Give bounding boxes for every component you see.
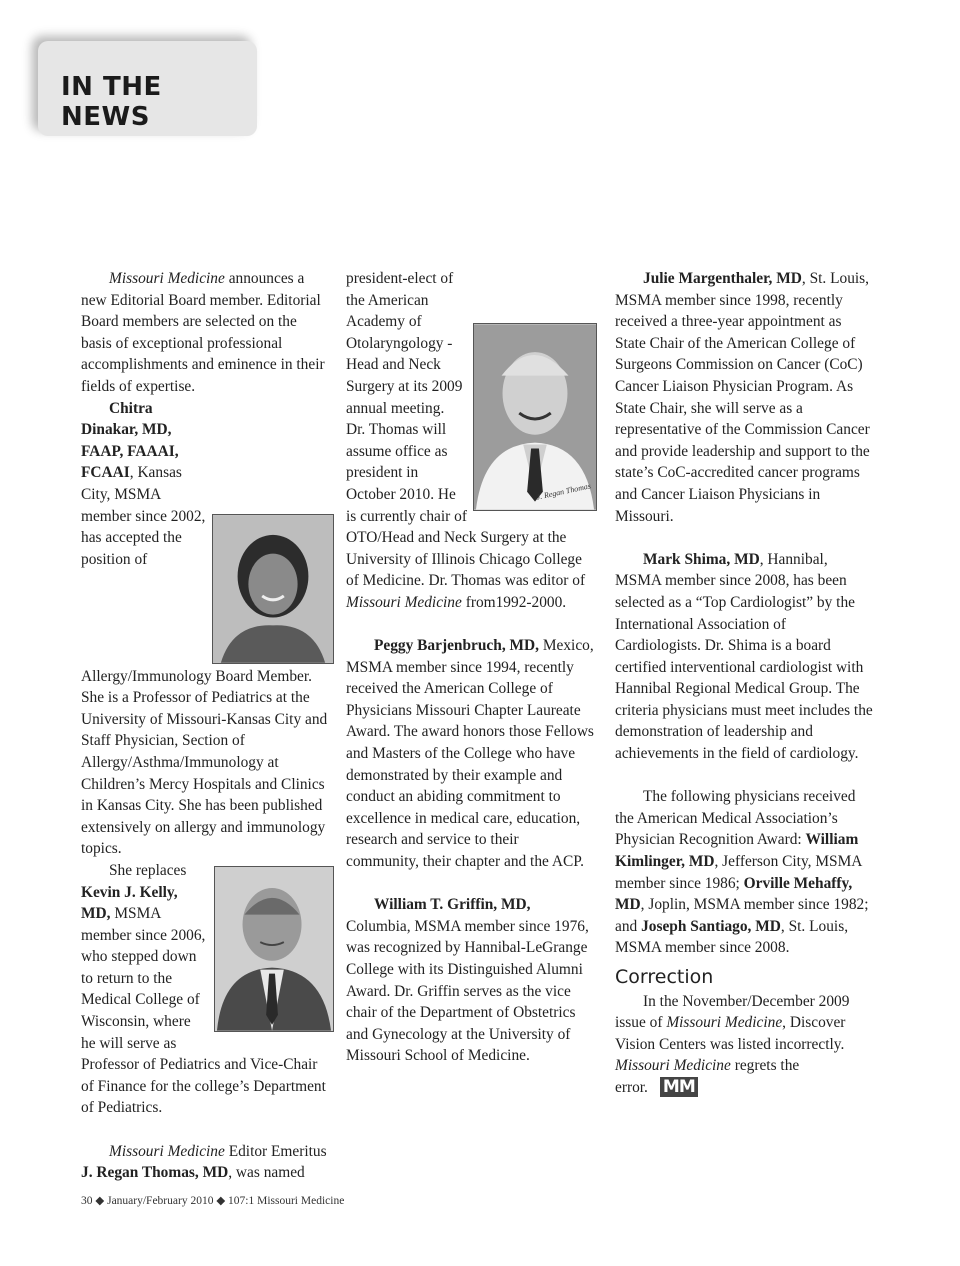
name-chitra-dinakar: Chitra Dinakar, MD, FAAP, FAAAI, FCAAI [81,399,179,482]
paragraph-text: president-elect of the American Academy of Otolaryngology - Head and Neck Surgery at its 2009 annual meeting. Dr. Thomas will assume office as president in October 2010. He is currently chair of OTO/Head and Neck Surgery at the University of Illinois Chicago College of Medicine. Dr. Thomas was editor of [346,270,586,590]
name-peggy-barjenbruch: Peggy Barjenbruch, MD, [374,637,539,655]
name-kevin-kelly: Kevin J. Kelly, MD, [81,883,178,923]
article-column-1 [81,268,331,1184]
paragraph-text: , St. Louis, MSMA member since 2008. [615,917,849,957]
paragraph-thomas-start [81,1141,331,1184]
photo-kevin-kelly [214,866,334,1032]
publication-name: Missouri Medicine [666,1014,783,1032]
photo-chitra-dinakar [212,514,334,664]
paragraph-text: In the November/December 2009 issue of [615,992,850,1032]
paragraph-text: She replaces [109,861,187,879]
name-william-kimlinger: William Kimlinger, MD [615,831,859,871]
paragraph-text: announces a new Editorial Board member. Editorial Board members are selected on the basis of exceptional professional accomplishments and eminence in their fields of expertise. [81,270,325,395]
paragraph-text: Columbia, MSMA member since 1976, was recognized by Hannibal-LeGrange College with its Distinguished Alumni Award. Dr. Griffin serves as the vice chair of the Department of Obstetrics and Gynecology at the University of Missouri School of Medicine. [346,917,589,1065]
publication-name: Missouri Medicine [109,1142,225,1160]
paragraph-text: Mexico, MSMA member since 1994, recently received the American College of Physicians Missouri Chapter Laureate Award. The award honors those Fellows and Masters of the College who have demonstrated by their example and conduct an abiding commitment to excellence in medical care, education, research and service to their community, their chapter and the ACP. [346,637,594,871]
section-header [38,41,257,136]
paragraph-correction [615,991,873,1099]
paragraph-griffin [346,894,594,1067]
paragraph-margenthaler [615,268,873,527]
paragraph-gap [81,1119,331,1141]
paragraph-shima [615,549,873,765]
section-title: IN THE NEWS [61,72,162,132]
paragraph-text: regrets the error. [615,1057,800,1096]
paragraph-text: , Jefferson City, MSMA member since 1986; [615,853,862,892]
paragraph-gap [615,765,873,787]
name-regan-thomas: J. Regan Thomas, MD [81,1164,229,1182]
paragraph-editorial-board [81,268,331,398]
publication-name: Missouri Medicine [346,593,462,611]
paragraph-text: Editor Emeritus [224,1142,327,1160]
name-mark-shima: Mark Shima, MD [643,550,760,568]
paragraph-text: MSMA member since 2006, who stepped down to return to the Medical College of Wisconsin, where he will serve as Professor of Pediatrics and Vice-Chair of Finance for the college’s Department of Pediatrics. [81,905,326,1117]
paragraph-dinakar [81,398,331,860]
paragraph-text: , Joplin, MSMA member since 1982; and [615,896,869,935]
photo-regan-thomas [473,323,597,511]
article-column-2 [346,268,594,1067]
paragraph-kelly [81,860,331,1119]
paragraph-gap [346,873,594,895]
name-joseph-santiago: Joseph Santiago, MD [641,917,781,935]
paragraph-text: The following physicians received the American Medical Association’s Physician Recognition Award: [615,788,856,849]
paragraph-text: , was named [228,1164,305,1182]
paragraph-recognition-award [615,786,873,959]
paragraph-thomas-continued [346,268,594,614]
correction-heading: Correction [615,966,714,988]
paragraph-text: from1992-2000. [461,593,567,611]
name-julie-margenthaler: Julie Margenthaler, MD [643,270,802,287]
publication-name: Missouri Medicine [109,270,225,287]
paragraph-gap [346,614,594,636]
page-footer: 30 ◆ January/February 2010 ◆ 107:1 Missouri Medicine [81,1195,345,1207]
article-column-3 [615,268,873,1099]
paragraph-text: , St. Louis, MSMA member since 1998, recently received a three-year appointment as State Chair of the American College of Surgeons Commission on Cancer (CoC) Cancer Liaison Physician Program. As State Chair, she will serve as a representative of the Commission Cancer and provide leadership and support to the state’s CoC-accredited cancer programs and Cancer Liaison Physicians in Missouri. [615,270,870,525]
paragraph-barjenbruch [346,635,594,873]
paragraph-text: , Hannibal, MSMA member since 2008, has been selected as a “Top Cardiologist” by the International Association of Cardiologists. Dr. Shima is a board certified interventional cardiologist with Hannibal Regional Medical Group. The criteria physicians must meet includes the demonstration of leadership and achievements in the field of cardiology. [615,550,873,763]
photo-signature: J. Regan Thomas [535,481,592,503]
end-mark-logo: MM [660,1077,698,1097]
paragraph-gap [615,527,873,549]
paragraph-text: , Kansas City, MSMA member since 2002, has accepted the position of Allergy/Immunology Board Member. She is a Professor of Pediatrics at the University of Missouri-Kansas City and Staff Physician, Section of Allergy/Asthma/Immunology at Children’s Mercy Hospitals and Clinics in Kansas City. She has been published extensively on allergy and immunology topics. [81,464,328,858]
name-orville-mehaffy: Orville Mehaffy, MD [615,874,853,914]
paragraph-text: , Discover Vision Centers was listed incorrectly. [615,1014,846,1053]
publication-name: Missouri Medicine [615,1057,731,1075]
name-william-griffin: William T. Griffin, MD, [374,896,531,914]
